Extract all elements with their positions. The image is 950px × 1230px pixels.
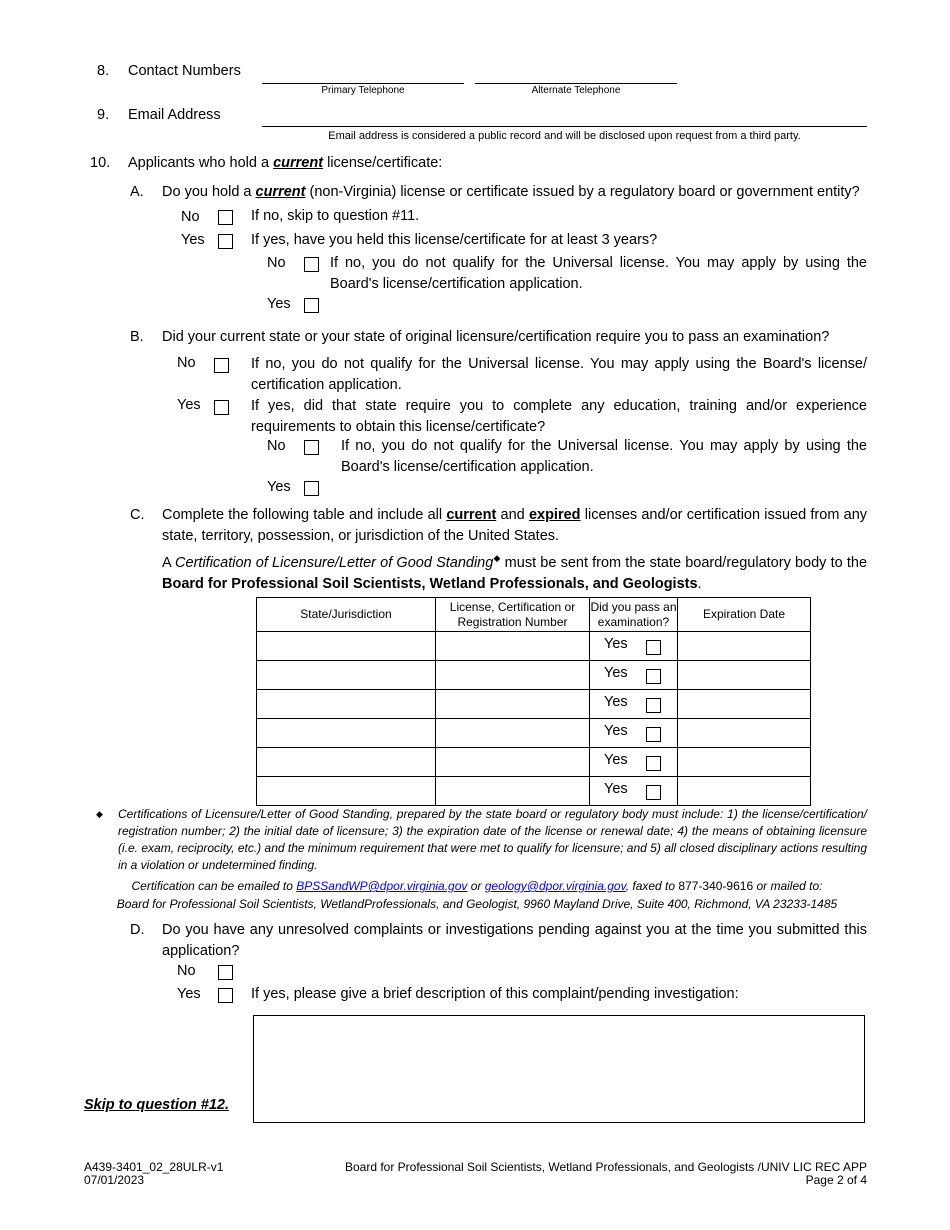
q9-number: 9.	[97, 107, 110, 123]
exam-cell	[590, 632, 678, 661]
qc-instructions: Complete the following table and include all current and expired licenses and/or certification issued from any state, territory, possession, or jurisdiction of the United States.	[162, 507, 868, 544]
qa-no-text: If no, skip to question #11.	[251, 208, 420, 224]
qd-yes-label: Yes	[177, 986, 201, 1002]
exam-yes-checkbox[interactable]	[646, 698, 661, 713]
expiration-cell[interactable]	[678, 777, 811, 806]
table-row	[257, 661, 811, 690]
license-number-cell[interactable]	[436, 748, 590, 777]
footer-left	[84, 1161, 223, 1187]
license-number-cell[interactable]	[436, 690, 590, 719]
exam-yes-checkbox[interactable]	[646, 640, 661, 655]
exam-cell	[590, 719, 678, 748]
exam-yes-label: Yes	[604, 665, 628, 681]
exam-yes-checkbox[interactable]	[646, 727, 661, 742]
email-address-field[interactable]	[262, 126, 867, 127]
qa-sub-no-checkbox[interactable]	[304, 257, 319, 272]
exam-yes-label: Yes	[604, 636, 628, 652]
col-license-number: License, Certification or Registration Number	[436, 598, 590, 632]
complaint-description-box[interactable]	[253, 1015, 865, 1123]
email-link-geology[interactable]: geology@dpor.virginia.gov	[484, 879, 626, 893]
email-link-bpss[interactable]: BPSSandWP@dpor.virginia.gov	[296, 879, 468, 893]
email-note: Email address is considered a public record and will be disclosed upon request from a third party.	[328, 130, 801, 142]
qb-sub-yes-label: Yes	[267, 479, 291, 495]
exam-cell	[590, 748, 678, 777]
license-number-cell[interactable]	[436, 777, 590, 806]
exam-cell	[590, 777, 678, 806]
primary-telephone-caption: Primary Telephone	[321, 85, 405, 96]
exam-yes-label: Yes	[604, 781, 628, 797]
footer-board: Board for Professional Soil Scientists, Wetland Professionals, and Geologists /UNIV LIC REC APP	[344, 1160, 867, 1174]
qd-letter: D.	[130, 922, 145, 938]
qb-no-checkbox[interactable]	[214, 358, 229, 373]
exam-cell	[590, 661, 678, 690]
alternate-telephone-field[interactable]	[475, 83, 677, 84]
qb-sub-no-label: No	[267, 438, 286, 454]
state-cell[interactable]	[257, 661, 436, 690]
state-cell[interactable]	[257, 748, 436, 777]
primary-telephone-field[interactable]	[262, 83, 464, 84]
table-row	[257, 690, 811, 719]
skip-instruction: Skip to question #12.	[84, 1097, 230, 1113]
q8-label: Contact Numbers	[128, 63, 241, 79]
qb-no-label: No	[177, 355, 196, 371]
q9-label: Email Address	[128, 107, 221, 123]
qd-question: Do you have any unresolved complaints or investigations pending against you at the time you submitted this application?	[162, 922, 867, 959]
page-number: Page 2 of 4	[805, 1173, 867, 1187]
state-cell[interactable]	[257, 777, 436, 806]
expiration-cell[interactable]	[678, 748, 811, 777]
qc-letter: C.	[130, 507, 145, 523]
exam-yes-label: Yes	[604, 752, 628, 768]
state-cell[interactable]	[257, 690, 436, 719]
qa-sub-yes-label: Yes	[267, 296, 291, 312]
qa-yes-text: If yes, have you held this license/certificate for at least 3 years?	[251, 232, 658, 248]
q10-label: Applicants who hold a current license/certificate:	[128, 155, 443, 171]
qa-sub-no-label: No	[267, 255, 286, 271]
exam-yes-label: Yes	[604, 694, 628, 710]
form-id: A439-3401_02_28ULR-v1	[84, 1160, 224, 1174]
q8-number: 8.	[97, 63, 110, 79]
exam-yes-label: Yes	[604, 723, 628, 739]
qb-yes-label: Yes	[177, 397, 201, 413]
q10-number: 10.	[90, 155, 111, 171]
form-date: 07/01/2023	[84, 1173, 145, 1187]
license-number-cell[interactable]	[436, 632, 590, 661]
license-number-cell[interactable]	[436, 719, 590, 748]
col-expiration: Expiration Date	[678, 598, 811, 632]
qa-yes-label: Yes	[181, 232, 205, 248]
state-cell[interactable]	[257, 719, 436, 748]
qb-yes-checkbox[interactable]	[214, 400, 229, 415]
expiration-cell[interactable]	[678, 632, 811, 661]
qa-no-label: No	[181, 209, 200, 225]
footer-right	[345, 1161, 867, 1187]
table-header-row	[257, 598, 811, 632]
qb-letter: B.	[130, 329, 144, 345]
qa-no-checkbox[interactable]	[218, 210, 233, 225]
qa-sub-no-text: If no, you do not qualify for the Universal license. You may apply by using the Board's license/certification application.	[330, 255, 867, 292]
table-row	[257, 632, 811, 661]
qb-sub-no-checkbox[interactable]	[304, 440, 319, 455]
expiration-cell[interactable]	[678, 661, 811, 690]
qd-no-label: No	[177, 963, 196, 979]
table-row	[257, 719, 811, 748]
licenses-table	[256, 597, 811, 806]
qa-letter: A.	[130, 184, 144, 200]
qb-sub-no-text: If no, you do not qualify for the Universal license. You may apply by using the Board's license/certification application.	[341, 438, 867, 475]
col-state: State/Jurisdiction	[257, 598, 436, 632]
mailing-address: Board for Professional Soil Scientists, WetlandProfessionals, and Geologist, 9960 Mayland Drive, Suite 400, Richmond, VA 23233-1485	[116, 897, 838, 911]
license-number-cell[interactable]	[436, 661, 590, 690]
state-cell[interactable]	[257, 632, 436, 661]
qa-question: Do you hold a current (non-Virginia) license or certificate issued by a regulatory board or government entity?	[162, 184, 860, 200]
footnote-bullet: ◆	[96, 809, 103, 819]
exam-yes-checkbox[interactable]	[646, 756, 661, 771]
exam-cell	[590, 690, 678, 719]
exam-yes-checkbox[interactable]	[646, 669, 661, 684]
exam-yes-checkbox[interactable]	[646, 785, 661, 800]
alternate-telephone-caption: Alternate Telephone	[531, 85, 621, 96]
certification-contact: Certification can be emailed to BPSSandWP@dpor.virginia.gov or geology@dpor.virginia.gov, faxed to 877-340-9616 or mailed to:	[131, 879, 823, 893]
qd-yes-checkbox[interactable]	[218, 988, 233, 1003]
table-row	[257, 777, 811, 806]
table-row	[257, 748, 811, 777]
expiration-cell[interactable]	[678, 719, 811, 748]
qb-no-text: If no, you do not qualify for the Universal license. You may apply using the Board's license/ certification application.	[251, 356, 867, 393]
qb-sub-yes-checkbox[interactable]	[304, 481, 319, 496]
qb-yes-text: If yes, did that state require you to complete any education, training and/or experience requirements to obtain this license/certificate?	[251, 398, 867, 435]
col-exam: Did you pass an examination?	[590, 598, 678, 632]
qb-question: Did your current state or your state of original licensure/certification require you to pass an examination?	[162, 329, 830, 345]
qd-yes-text: If yes, please give a brief description of this complaint/pending investigation:	[251, 986, 739, 1002]
qa-yes-checkbox[interactable]	[218, 234, 233, 249]
qa-sub-yes-checkbox[interactable]	[304, 298, 319, 313]
footnote-text: Certifications of Licensure/Letter of Good Standing, prepared by the state board or regulatory body must include: 1) the license/certification/ registration number; 2) the initial date of licensure; 3) the expiration date of the license or renewal date; 4) the means of obtaining licensure (i.e. exam, reciprocity, etc.) and the minimum requirement that were met to qualify for licensure; and 5) all closed disciplinary actions resulting in a violation or undetermined finding.	[118, 807, 867, 872]
qc-certification-note: A Certification of Licensure/Letter of Good Standing◆ must be sent from the state board/regulatory body to the Board for Professional Soil Scientists, Wetland Professionals, and Geologists.	[162, 553, 868, 592]
expiration-cell[interactable]	[678, 690, 811, 719]
qd-no-checkbox[interactable]	[218, 965, 233, 980]
